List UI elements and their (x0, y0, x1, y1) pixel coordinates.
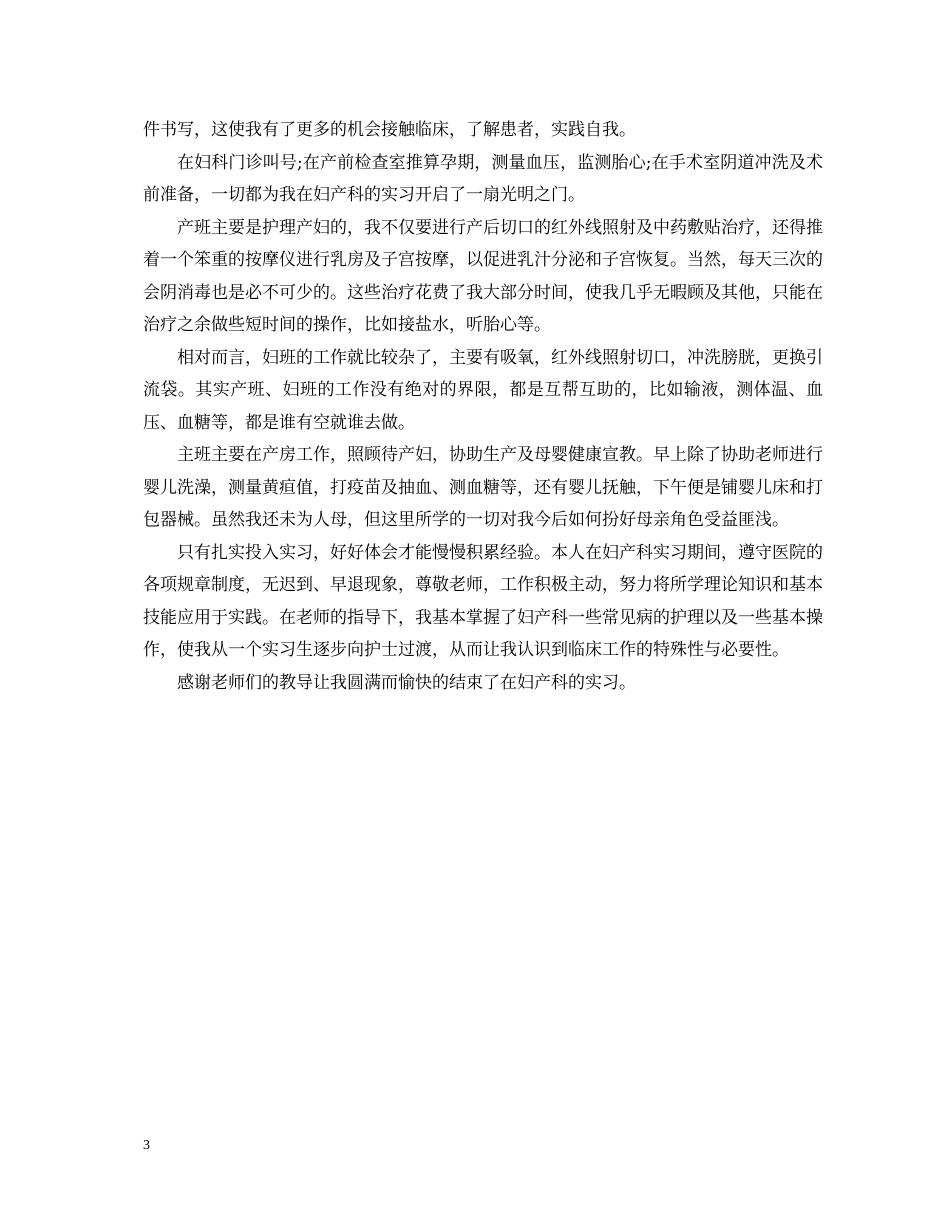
paragraph-main-shift: 主班主要在产房工作，照顾待产妇，协助生产及母婴健康宣教。早上除了协助老师进行婴儿洗澡，测量黄疸值，打疫苗及抽血、测血糖等，还有婴儿抚触，下午便是铺婴儿床和打包器械。虽然我还未为人母，但这里所学的一切对我今后如何扮好母亲角色受益匪浅。 (143, 445, 823, 530)
paragraph-postpartum-shift: 产班主要是护理产妇的，我不仅要进行产后切口的红外线照射及中药敷贴治疗，还得推着一个笨重的按摩仪进行乳房及子宫按摩，以促进乳汁分泌和子宫恢复。当然，每天三次的会阴消毒也是必不可少的。这些治疗花费了我大部分时间，使我几乎无暇顾及其他，只能在治疗之余做些短时间的操作，比如接盐水，听胎心等。 (143, 217, 823, 335)
document-body (143, 114, 823, 699)
paragraph-continuation: 件书写，这使我有了更多的机会接触临床，了解患者，实践自我。 (143, 120, 636, 140)
paragraph-gynecology-shift: 相对而言，妇班的工作就比较杂了，主要有吸氧，红外线照射切口，冲洗膀胱，更换引流袋。其实产班、妇班的工作没有绝对的界限，都是互帮互助的，比如输液，测体温、血压、血糖等，都是谁有空就谁去做。 (143, 347, 823, 433)
paragraph-internship-summary: 只有扎实投入实习，好好体会才能慢慢积累经验。本人在妇产科实习期间，遵守医院的各项规章制度，无迟到、早退现象，尊敬老师，工作积极主动，努力将所学理论知识和基本技能应用于实践。在老师的指导下，我基本掌握了妇产科一些常见病的护理以及一些基本操作，使我从一个实习生逐步向护士过渡，从而让我认识到临床工作的特殊性与必要性。 (143, 542, 823, 660)
paragraph-thanks: 感谢老师们的教导让我圆满而愉快的结束了在妇产科的实习。 (177, 672, 636, 693)
page-number: 3 (143, 1138, 150, 1153)
paragraph-outpatient: 在妇科门诊叫号;在产前检查室推算孕期，测量血压，监测胎心;在手术室阴道冲洗及术前准备，一切都为我在妇产科的实习开启了一扇光明之门。 (143, 152, 823, 205)
